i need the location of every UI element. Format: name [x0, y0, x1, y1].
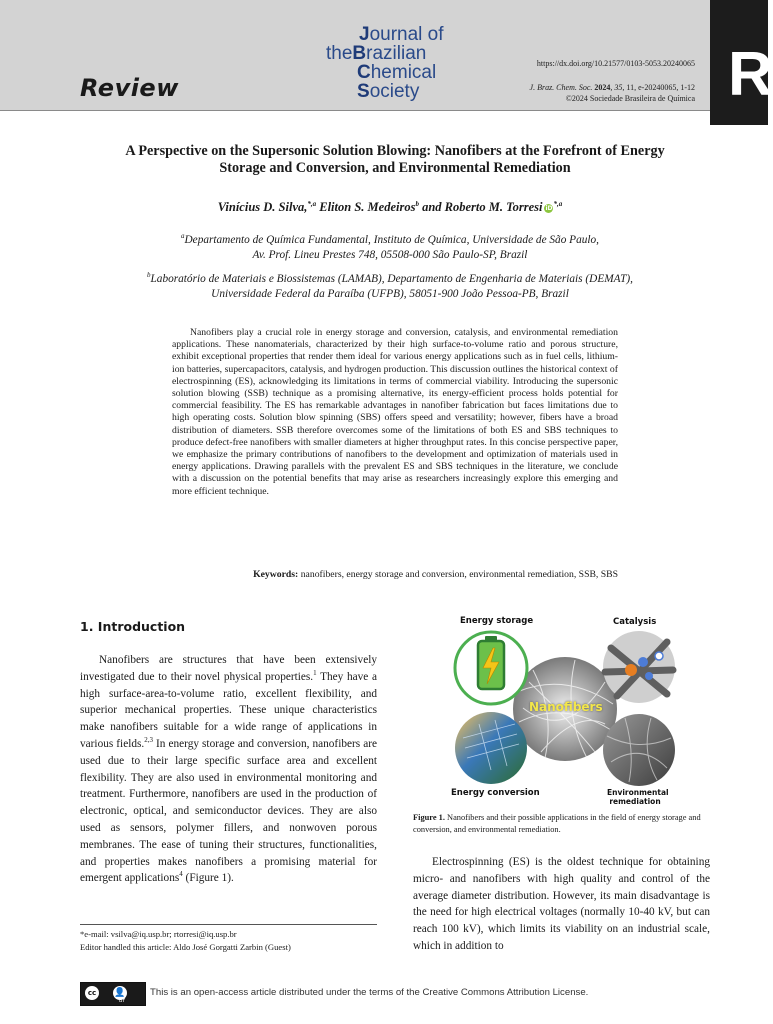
figure-caption [413, 812, 713, 835]
footnote-divider [80, 924, 377, 925]
affiliation-a: $^a$Departamento de Química Fundamental, Instituto de Química, Universidade de São Paulo, Av. Prof. Lineu Prestes 748, 05508-000 São Paulo-SP, Brazil [181, 232, 599, 261]
keywords-label: Keywords: [253, 569, 299, 580]
doi-link[interactable]: https://dx.doi.org/10.21577/0103-5053.20240065 [536, 59, 695, 68]
figure-label-energy-conversion: Energy conversion [451, 788, 540, 798]
author-1: Vinícius D. Silva, [217, 200, 308, 214]
cc-by-badge[interactable] [80, 982, 146, 1006]
section-heading-introduction: 1. Introduction [80, 619, 186, 634]
license-text: This is an open-access article distributed under the terms of the Creative Commons Attribution License. [150, 987, 589, 998]
logo-line-3: hemical [370, 62, 437, 83]
citation-block [530, 58, 695, 105]
article-title: A Perspective on the Supersonic Solution Blowing: Nanofibers at the Forefront of Energy Storage and Conversion, and Environmental Remediation [125, 143, 665, 176]
license-footer [80, 982, 700, 1004]
keywords-list: nanofibers, energy storage and conversion, environmental remediation, SSB, SBS [298, 569, 618, 580]
author-list: Vinícius D. Silva,$^{*,a}$ Eliton S. Medeiros$^b$ and Roberto M. Torresi $iD^{*,a}$ [217, 199, 563, 214]
cc-icon: cc [85, 986, 99, 1000]
journal-logo [326, 25, 466, 105]
footnote-editor: Editor handled this article: Aldo José Gorgatti Zarbin (Guest) [80, 941, 291, 952]
figure-caption-label: Figure 1. [413, 813, 445, 822]
by-person-icon: 👤 [114, 988, 126, 998]
intro-paragraph: Nanofibers are structures that have been extensively investigated due to their novel physical properties.$^1$ They have a high surface-area-to-volume ratio, excellent flexibility, and superior mechanical properties. These unique characteristics make nanofibers suitable for a wide range of applications in various fields.$^{2,3}$ In energy storage and conversion, nanofibers are used due to their large specific surface area and excellent flexibility. They are also used in environmental monitoring and treatment. Furthermore, nanofibers are used in the production of electronic, optical, and semiconductor devices. They are also used as sensors, polymer fillers, and nonwoven porous membranes. The ease of tuning their structures, functionalities, and properties makes nanofibers a promising material for emergent applications$^4$ (Figure 1). [80, 654, 377, 885]
figure-label-energy-storage: Energy storage [460, 616, 534, 626]
footnotes [80, 928, 380, 953]
citation-ref[interactable]: 2,3 [144, 736, 153, 745]
logo-line-1: ournal of [369, 24, 444, 45]
figure-caption-text: Nanofibers and their possible applications in the field of energy storage and conversion, and environmental remediation. [413, 813, 701, 834]
logo-initial-s: S [357, 81, 370, 102]
logo-initial-c: C [357, 62, 371, 83]
citation-ref[interactable]: 4 [179, 870, 183, 879]
section-corner-tab [710, 0, 773, 125]
corner-letter: R [728, 40, 773, 109]
body-paragraph-electrospinning: Electrospinning (ES) is the oldest technique for obtaining micro- and nanofibers with high quality and control of the average diameter distribution. However, its main disadvantage is the need for high electrical voltages (normally 10-40 kV, but can reach 100 kV), which limits its viability on an industrial scale, which in addition to [413, 856, 710, 952]
environmental-remediation-image [603, 714, 675, 786]
citation-ref[interactable]: 1 [313, 669, 317, 678]
section-label: Review [80, 74, 179, 102]
figure-label-environmental-remediation: Environmental remediation [607, 788, 669, 806]
cc-by-label: BY [119, 998, 126, 1004]
author-3: and Roberto M. Torresi [418, 200, 543, 214]
figure-1 [445, 612, 685, 810]
footnote-email: *e-mail: vsilva@iq.usp.br; rtorresi@iq.usp.br [80, 929, 237, 939]
copyright-line: ©2024 Sociedade Brasileira de Química [565, 94, 695, 103]
logo-initial-b: B [352, 43, 367, 64]
keywords [172, 569, 618, 580]
figure-label-catalysis: Catalysis [613, 617, 657, 627]
figure-label-nanofibers: Nanofibers [529, 700, 603, 714]
abstract: Nanofibers play a crucial role in energy storage and conversion, catalysis, and environmental remediation applications. These nanomaterials, characterized by their high surface-to-volume ratio and porous structure, exhibit exceptional properties that render them ideal for various energy applications such as in fuel cells, lithium-ion batteries, supercapacitors, catalysis, and hydrogen production. This discussion outlines the historical context of electrospinning (ES), acknowledging its limitations in terms of commercial viability. Introducing the supersonic solution blowing (SSB) technique as a promising alternative, its energy-efficient process holds potential for commercial feasibility. The ES has remarkable advantages in nanofiber fabrication but faces limitations due to high operating costs. Solution blow spinning (SBS) offers speed and versatility; however, fibers have a broad distribution of diameters. SSB therefore overcomes some of the limitations of both ES and SBS techniques to produce defect-free nanofibers with smaller diameters at higher throughput rates. In this concise perspective paper, we emphasize the primary contributions of nanofibers to the development and optimization of materials used in energy applications. Drawing parallels with the prevalent ES and SBS techniques in the literature, we conclude with a discussion on the potential benefits that may arise as researchers increasingly explore this emerging and more efficient technique. [172, 327, 618, 497]
logo-line-4: ociety [369, 81, 420, 102]
logo-initial-j: J [359, 24, 370, 45]
logo-line-2: razilian [366, 43, 427, 64]
author-2: Eliton S. Medeiros [316, 200, 416, 214]
citation-line: J. Braz. Chem. Soc. 2024, 35, 11, e-20240065, 1-12 [529, 82, 695, 92]
logo-prefix-the: the [326, 43, 353, 64]
affiliation-b: $^b$Laboratório de Materiais e Biossistemas (LAMAB), Departamento de Engenharia de Materiais (DEMAT), Universidade Federal da Paraíba (UFPB), 58051-900 João Pessoa-PB, Brazil [147, 271, 633, 300]
orcid-icon[interactable]: iD [545, 205, 553, 212]
